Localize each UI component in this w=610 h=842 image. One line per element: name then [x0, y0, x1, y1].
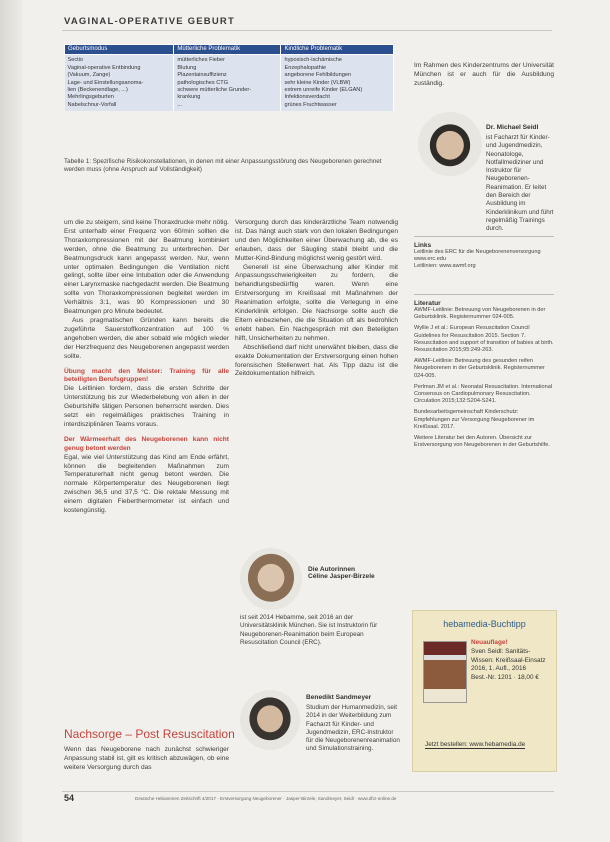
table-row: [65, 55, 394, 111]
author-name: Dr. Michael Seidl: [486, 124, 539, 131]
literature-item: AWMF-Leitlinie: Betreuung des gesunden reifen Neugeborenen in der Geburtsklinik. Registernummer 024-005.: [414, 358, 545, 379]
author-box-2: [306, 694, 400, 701]
literature-item: Wyllie J et al.: European Resuscitation Council Guidelines for Resuscitation 2015. Section 7. Resuscitation and support of transition of babies at birth. Resuscitation 2015;95:249-263.: [414, 325, 554, 354]
body-paragraph: um die zu steigern, sind keine Thoraxdrucke mehr nötig. Erst unterhalb einer Frequenz von 60/min sollten die Thoraxkompressionen mit der Beatmung kombiniert werden, ohne die Beatmung zu unterbrechen. Der Beatmungsdruck kann angepasst werden. Nur, wenn unter optimalen Bedingungen die Ventilation nicht gelingt, sollte über eine Intubation oder die Anwendung einer Larynxmaske nachgedacht werden. Die Beatmung sollte von Thoraxkompressionen begleitet werden im Verhältnis 3:1, was 90 Kompressionen und 30 Beatmungen pro Minute bedeutet.: [64, 219, 229, 316]
author-box-1: [308, 566, 400, 580]
cell-line: Lage- und Einstellungsanoma-: [67, 79, 144, 86]
page-number: 54: [64, 793, 75, 803]
cell-line: schwere mütterliche Grunder-: [177, 87, 252, 94]
body-paragraph: Versorgung durch das kinderärztliche Team notwendig ist. Das hängt auch stark von den lokalen Bedingungen und den Möglichkeiten einer Überwachung ab, die es erlauben, dass der Säugling stabil bleibt und die Mutter-Kind-Bindung möglichst wenig gestört wird.: [235, 219, 398, 262]
link-item: Leitlinie des ERC für die Neugeborenenversorgung: [414, 249, 541, 255]
ad-brand: hebamedia-Buchtipp: [443, 619, 526, 629]
author-bio: Studium der Humanmedizin, seit 2014 in der Weiterbildung zum Facharzt für Kinder- und Jugendmedizin, ERC-Instruktor für die Neugeborenenreanimation und Simulationstraining.: [306, 704, 400, 753]
divider: [414, 236, 554, 237]
literature-item: Weitere Literatur bei den Autoren. Übersicht zur Erstversorgung von Neugeborenen in der Geburtshilfe.: [414, 435, 550, 449]
author-photo-jasper: [240, 548, 302, 610]
divider: [414, 294, 554, 295]
table-caption: Tabelle 1: Spezifische Risikokonstellationen, in denen mit einer Anpassungsstörung des Neugeborenen gerechnet werden muss (ohne Anspruch auf Vollständigkeit): [64, 158, 382, 174]
ad-title: Sven Seidl: Sanitäts-Wissen: Kreißsaal-Einsatz: [471, 647, 546, 664]
body-paragraph: Generell ist eine Überwachung aller Kinder mit Anpassungsschwierigkeiten zu fordern, die behandlungsbedürftig waren. Wenn eine Erstversorgung im Kreißsaal mit Maßnahmen der Reanimation erfolgte, sollte die Verlegung in eine Kinderklinik erfolgen. Die Nachsorge sollte auch die Eltern einbeziehen, die die Situation oft als bedrohlich erlebt haben. Ein Nachgespräch mit den Beteiligten hilft, Unsicherheiten zu nehmen.: [235, 263, 398, 342]
cell-line: Nabelschnur-Vorfall: [67, 101, 117, 108]
page-gutter: [0, 0, 22, 842]
cell-line: ...: [177, 101, 183, 108]
cell-line: Plazentainsuffizienz: [177, 72, 227, 79]
author-photo-sandmeyer: [240, 690, 300, 750]
body-paragraph: Egal, wie viel Unterstützung das Kind am Ende erfährt, können die begleitenden Maßnahmen zum Temperaturerhalt nicht genug betont werden. Die normale Körpertemperatur des Neugeborenen liegt zwischen 36,5 und 37,5 °C. Die rektale Messung mit einem digitalen Fieberthermometer ist einfach und kostengünstig.: [64, 453, 229, 515]
cell-line: grünes Fruchtwasser: [284, 101, 337, 108]
section-paragraph: Wenn das Neugeborene nach zunächst schwieriger Anpassung stabil ist, gilt es kritisch abzuwägen, ob eine weitere Versorgung durch das: [64, 746, 229, 771]
cell-line: Sectio: [67, 57, 84, 64]
author-photo-seidl: [418, 112, 482, 176]
literature-item: Perlman JM et al.: Neonatal Resuscitation. International Consensus on Cardiopulmonary Resuscitation. Circulation 2015;132:S204-S241.: [414, 383, 553, 405]
cell-line: sehr kleine Kinder (VLBW): [284, 79, 351, 86]
table-header-row: [65, 45, 394, 55]
cell-line: pathologisches CTG: [177, 79, 229, 86]
header-rule: [62, 30, 552, 31]
right-intro: Im Rahmen des Kinderzentrums der Universität München ist er auch für die Ausbildung zuständig.: [414, 62, 554, 87]
running-head: VAGINAL-OPERATIVE GEBURT: [64, 16, 235, 27]
links-box: [414, 242, 554, 271]
table-header: Mütterliche Problematik: [174, 45, 281, 55]
author-heading: Die Autorinnen: [308, 566, 356, 573]
cell-line: Infektionsverdacht: [284, 94, 330, 101]
body-paragraph: Die Leitlinien fordern, dass die ersten Schritte der Unterstützung bis zur Wiederbelebung von allen in der Geburtshilfe tätigen Personen beherrscht werden. Dies setzt ein regelmäßiges praktisches Training in interdisziplinären Teams voraus.: [64, 385, 229, 428]
body-column-2: [235, 219, 398, 379]
literature-label: Literatur: [414, 300, 441, 307]
table-cell: [174, 55, 281, 111]
cell-line: (Vakuum, Zange): [67, 72, 111, 79]
author-name: Benedikt Sandmeyer: [306, 694, 372, 701]
section-heading: Nachsorge – Post Resuscitation: [64, 727, 235, 741]
footer-rule: [62, 791, 554, 792]
links-label: Links: [414, 242, 432, 249]
cell-line: extrem unreife Kinder (ELGAN): [284, 87, 363, 94]
author-bio: ist seit 2014 Hebamme, seit 2016 an der Universitätsklinik München. Sie ist Instruktorin für Neugeborenen-Reanimation beim European Resuscitation Council (ERC).: [240, 614, 378, 646]
footer-citation: Deutsche Hebammen Zeitschrift 4/2017 · Erstversorgung Neugeborener · Jasper-Birzele, Sandmeyer, Seidl · www.dhz-online.de: [135, 796, 397, 801]
subheading: Der Wärmeerhalt des Neugeborenen kann nicht genug betont werden: [64, 435, 229, 452]
cell-line: Enzephalopathie: [284, 64, 327, 71]
body-paragraph: Abschließend darf nicht unerwähnt bleiben, dass die exakte Dokumentation der Erstversorgung einen hohen forensischen Stellenwert hat. Als Tipp dazu ist die Zeitdokumentation hilfreich.: [235, 343, 398, 378]
ad-order-link[interactable]: [425, 741, 550, 748]
cell-line: angeborene Fehlbildungen: [284, 72, 352, 79]
link-item[interactable]: Leitlinien: www.awmf.org: [414, 263, 476, 270]
ad-text: [471, 639, 553, 683]
ad-detail: 2016, 1. Aufl., 2016: [471, 665, 527, 673]
link-item[interactable]: www.erc.edu: [414, 256, 447, 263]
table-header: Kindliche Problematik: [281, 45, 394, 55]
author-bio: ist Facharzt für Kinder- und Jugendmedizin, Neonatologe, Notfallmediziner und Instruktor für Neugeborenen-Reanimation. Er leitet den Bereich der Ausbildung im Kinderklinikum und führt regelmäßig Trainings durch.: [486, 134, 554, 233]
cell-line: Vaginal-operative Entbindung: [67, 64, 141, 71]
subheading: Übung macht den Meister: Training für alle beteiligten Berufsgruppen!: [64, 367, 229, 384]
book-cover-image: [423, 641, 467, 703]
risk-table: [64, 44, 394, 111]
author-name: Céline Jasper-Birzele: [308, 573, 375, 580]
cell-line: Blutung: [177, 64, 197, 71]
book-ad[interactable]: [412, 610, 557, 772]
cell-line: hypoxisch-ischämische: [284, 57, 342, 64]
literature-item: Bundesarbeitsgemeinschaft Kinderschutz: Empfehlungen zur Versorgung Neugeborener im Kreißsaal. 2017.: [414, 409, 535, 430]
ad-order-text[interactable]: Jetzt bestellen: www.hebamedia.de: [425, 741, 526, 748]
body-paragraph: Aus pragmatischen Gründen kann bereits die zugeführte Sauerstoffkonzentration auf 100 % angehoben werden, die aber sobald wie möglich wieder der Herzfrequenz des Neugeborenen angepasst werden sollte.: [64, 316, 229, 360]
cell-line: Mehrlingsgeburten: [67, 94, 114, 101]
literature-item: AWMF-Leitlinie: Betreuung von Neugeborenen in der Geburtsklinik. Registernummer 024-005.: [414, 307, 546, 321]
ad-badge: Neuauflage!: [471, 639, 508, 646]
table-cell: [65, 55, 174, 111]
literature-box: [414, 300, 554, 449]
body-column-1: [64, 219, 229, 516]
cell-line: mütterliches Fieber: [177, 57, 225, 64]
cell-line: krankung: [177, 94, 201, 101]
table-cell: [281, 55, 394, 111]
table-header: Geburtsmodus: [65, 45, 174, 55]
ad-price: Best.-Nr. 1201 · 18,00 €: [471, 674, 539, 682]
cell-line: lien (Beckenendlage, ...): [67, 87, 128, 94]
